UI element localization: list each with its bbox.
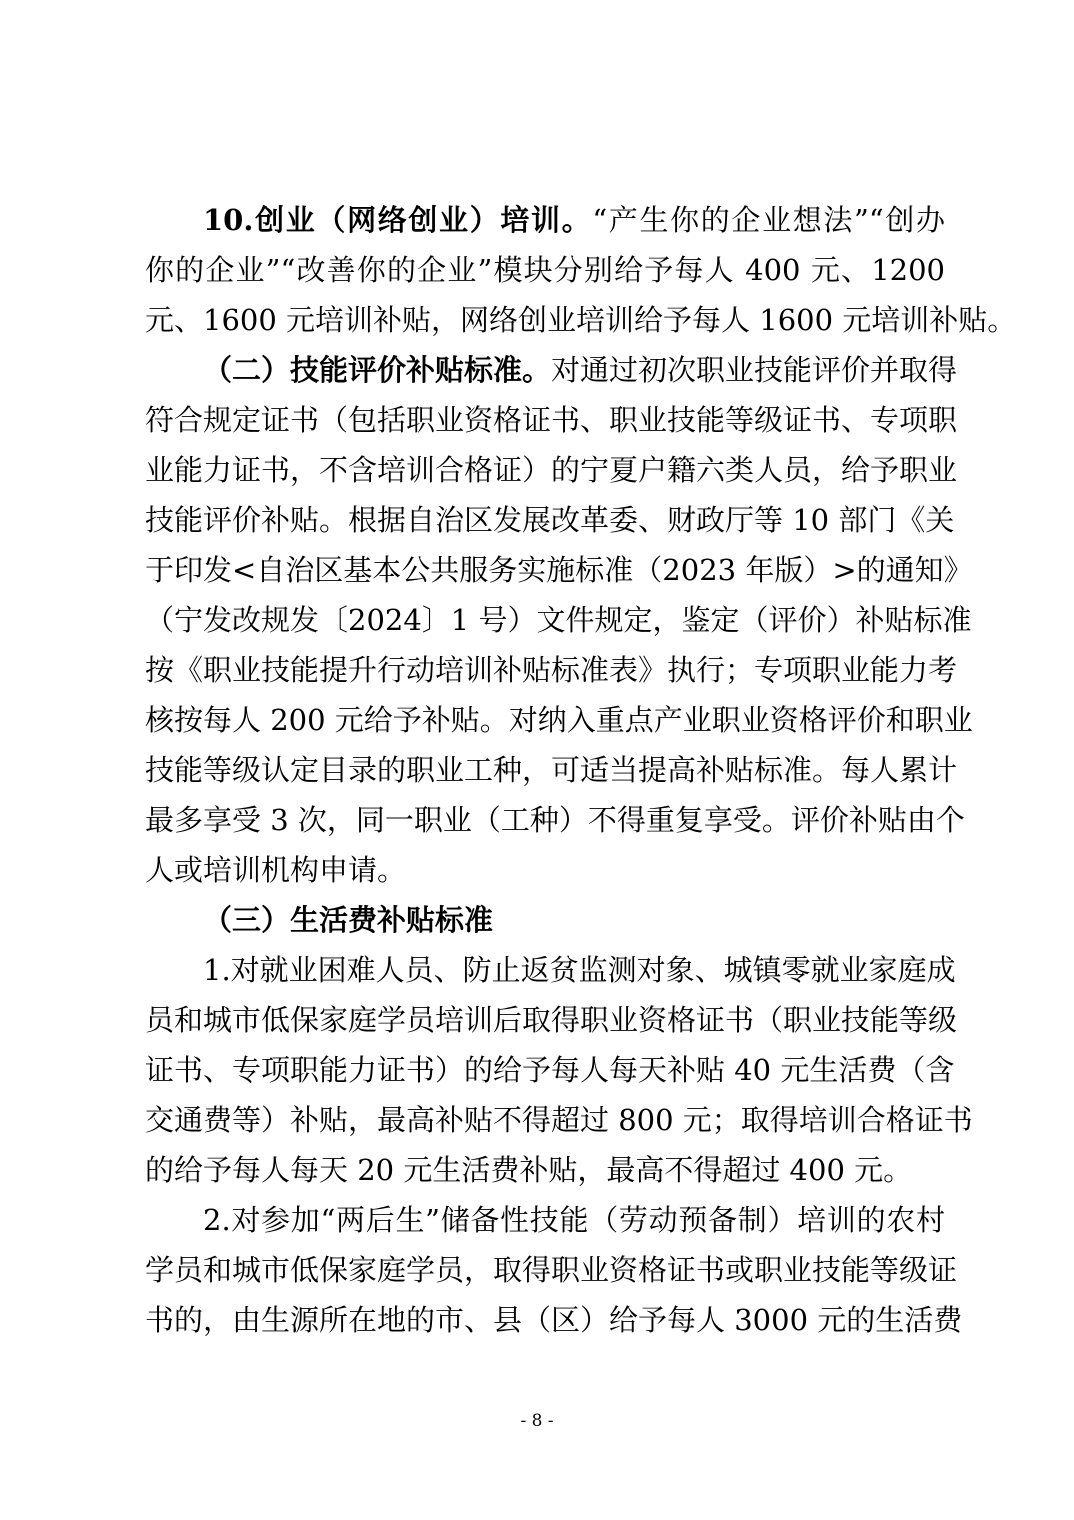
page-number: - 8 - [520,1411,554,1431]
paragraph-line: 技能等级认定目录的职业工种，可适当提高补贴标准。每人累计 [145,753,958,787]
paragraph-line: 元、1600 元培训补贴，网络创业培训给予每人 1600 元培训补贴。 [145,303,1017,337]
section-heading: （二）技能评价补贴标准。 [203,353,552,387]
paragraph-line: 人或培训机构申请。 [145,853,407,887]
paragraph-line: 10.创业（网络创业）培训。“产生你的企业想法”“创办 [203,203,945,237]
paragraph-line [203,900,945,940]
paragraph-line: 2.对参加“两后生”储备性技能（劳动预备制）培训的农村 [203,1203,945,1237]
section-heading: （三）生活费补贴标准 [203,903,494,937]
paragraph-line: 学员和城市低保家庭学员，取得职业资格证书或职业技能等级证 [145,1253,958,1287]
paragraph-line: 核按每人 200 元给予补贴。对纳入重点产业职业资格评价和职业 [145,703,973,737]
paragraph-line: 于印发<自治区基本公共服务实施标准（2023 年版）>的通知》 [145,553,973,587]
paragraph-line: 1.对就业困难人员、防止返贫监测对象、城镇零就业家庭成 [203,953,956,987]
paragraph-line: 技能评价补贴。根据自治区发展改革委、财政厅等 10 部门《关 [145,503,955,537]
paragraph-line: 你的企业”“改善你的企业”模块分别给予每人 400 元、1200 [145,253,945,287]
paragraph-line: （宁发改规发〔2024〕1 号）文件规定，鉴定（评价）补贴标准 [145,603,972,637]
paragraph-line: 业能力证书，不含培训合格证）的宁夏户籍六类人员，给予职业 [145,453,958,487]
paragraph-line: 员和城市低保家庭学员培训后取得职业资格证书（职业技能等级 [145,1003,958,1037]
paragraph-line: 按《职业技能提升行动培训补贴标准表》执行；专项职业能力考 [145,653,958,687]
paragraph-line: 符合规定证书（包括职业资格证书、职业技能等级证书、专项职 [145,403,958,437]
paragraph-line: 证书、专项职能力证书）的给予每人每天补贴 40 元生活费（含 [145,1053,955,1087]
section-heading: 10.创业（网络创业）培训。 [203,203,593,237]
paragraph-line: 最多享受 3 次，同一职业（工种）不得重复享受。评价补贴由个 [145,803,965,837]
paragraph-line: （二）技能评价补贴标准。对通过初次职业技能评价并取得 [203,353,958,387]
paragraph-line: 交通费等）补贴，最高补贴不得超过 800 元；取得培训合格证书 [145,1103,973,1137]
paragraph-line: 书的，由生源所在地的市、县（区）给予每人 3000 元的生活费 [145,1303,963,1337]
paragraph-line: 的给予每人每天 20 元生活费补贴，最高不得超过 400 元。 [145,1153,913,1187]
